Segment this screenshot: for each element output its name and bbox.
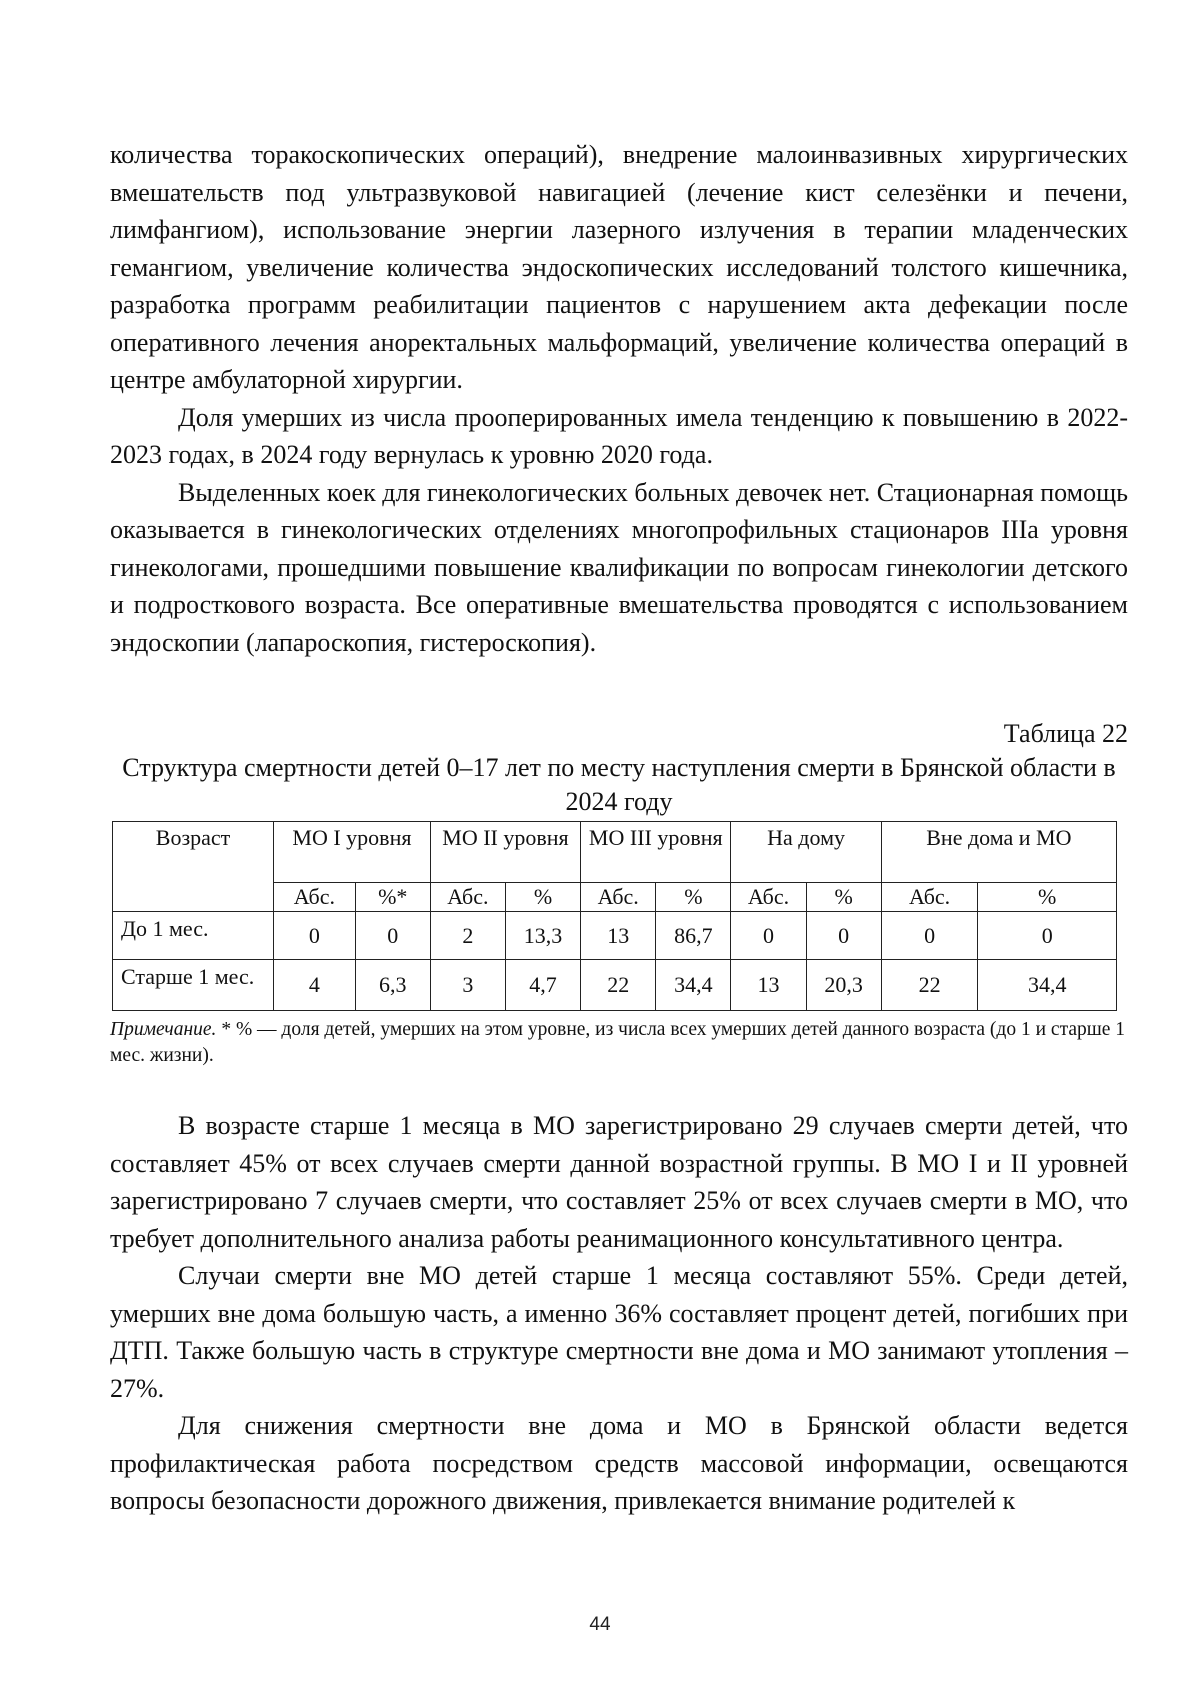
paragraph-continuation: количества торакоскопических операций), внедрение малоинвазивных хирургических вмешательств под ультразвуковой навигацией (лечение кист селезёнки и печени, лимфангиом), использование энергии лазерного излучения в терапии младенческих гемангиом, увеличение количества эндоскопических исследований толстого кишечника, разработка программ реабилитации пациентов с нарушением акта дефекации после оперативного лечения аноректальных мальформаций, увеличение количества операций в центре амбулаторной хирургии. [110,140,1128,394]
subheader-abs: Абс. [430,883,505,912]
subheader-pct: % [978,883,1117,912]
table-cell: 13 [731,960,806,1011]
table-number: Таблица 22 [1003,719,1128,748]
table-cell: 0 [806,912,881,960]
header-age: Возраст [113,822,274,912]
header-home: На дому [731,822,881,883]
table-cell: 13 [581,912,656,960]
header-mo-3: МО III уровня [581,822,731,883]
table-cell: 0 [978,912,1117,960]
table-cell: 22 [581,960,656,1011]
table-cell: 20,3 [806,960,881,1011]
table-cell: 13,3 [505,912,580,960]
table-cell: 2 [430,912,505,960]
table-note [110,1017,1128,1069]
table-cell: 0 [274,912,356,960]
table-cell: 6,3 [355,960,430,1011]
subheader-pct: % [806,883,881,912]
table-cell: 4,7 [505,960,580,1011]
note-text: * % — доля детей, умерших на этом уровне, из числа всех умерших детей данного возраста (до 1 и старше 1 мес. жизни). [110,1019,1126,1066]
table-row [113,912,1117,960]
subheader-abs: Абс. [731,883,806,912]
header-mo-2: МО II уровня [430,822,580,883]
table-row [113,960,1117,1011]
paragraph-gynecology: Выделенных коек для гинекологических больных девочек нет. Стационарная помощь оказывается в гинекологических отделениях многопрофильных стационаров IIIa уровня гинекологами, прошедшими повышение квалификации по вопросам гинекологии детского и подросткового возраста. Все оперативные вмешательства проводятся с использованием эндоскопии (лапароскопия, гистероскопия). [110,477,1128,657]
table-cell: 0 [731,912,806,960]
subheader-pct: %* [355,883,430,912]
table-cell: 3 [430,960,505,1011]
paragraph-mortality-trend: Доля умерших из числа прооперированных имела тенденцию к повышению в 2022-2023 годах, в 2024 году вернулась к уровню 2020 года. [110,402,1128,469]
document-page [110,136,1128,1520]
note-label: Примечание. [110,1019,217,1040]
row-label: До 1 мес. [113,912,274,960]
table-title: Структура смертности детей 0–17 лет по месту наступления смерти в Брянской области в 2024 году [122,753,1116,816]
header-mo-1: МО I уровня [274,822,431,883]
table-cell: 0 [881,912,978,960]
subheader-abs: Абс. [881,883,978,912]
page-number: 44 [589,1614,611,1635]
subheader-abs: Абс. [274,883,356,912]
table-cell: 22 [881,960,978,1011]
subheader-pct: % [656,883,731,912]
subheader-abs: Абс. [581,883,656,912]
paragraph-outside-mo: Случаи смерти вне МО детей старше 1 месяца составляют 55%. Среди детей, умерших вне дома большую часть, а именно 36% составляет процент детей, погибших при ДТП. Также большую часть в структуре смертности вне дома и МО занимают утопления – 27%. [110,1261,1128,1403]
table-cell: 4 [274,960,356,1011]
subheader-pct: % [505,883,580,912]
header-outside: Вне дома и МО [881,822,1116,883]
table-cell: 86,7 [656,912,731,960]
table-cell: 0 [355,912,430,960]
table-cell: 34,4 [978,960,1117,1011]
mortality-table [112,821,1117,1011]
row-label: Старше 1 мес. [113,960,274,1011]
table-cell: 34,4 [656,960,731,1011]
paragraph-older-than-month: В возрасте старше 1 месяца в МО зарегистрировано 29 случаев смерти детей, что составляет 45% от всех случаев смерти данной возрастной группы. В МО I и II уровней зарегистрировано 7 случаев смерти, что составляет 25% от всех случаев смерти в МО, что требует дополнительного анализа работы реанимационного консультативного центра. [110,1111,1128,1253]
paragraph-prevention: Для снижения смертности вне дома и МО в Брянской области ведется профилактическая работа посредством средств массовой информации, освещаются вопросы безопасности дорожного движения, привлекается внимание родителей к [110,1411,1128,1515]
